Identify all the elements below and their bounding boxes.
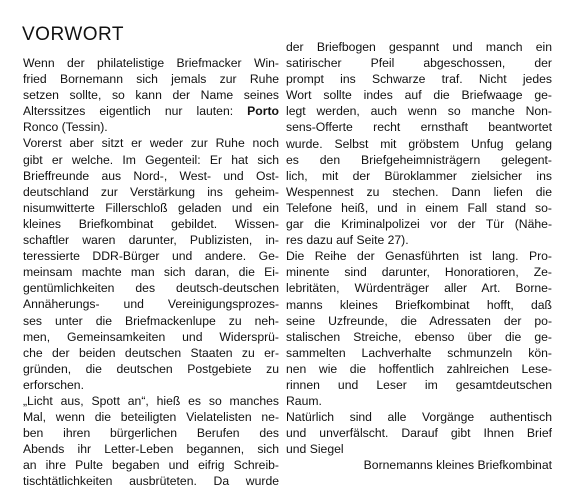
text-line: minente sind darunter, Honoratioren, Ze-: [286, 265, 552, 280]
text-line: und Siegel: [286, 442, 344, 457]
text-line: und unverfälscht. Darauf gibt Ihnen Brief: [286, 426, 552, 441]
text-line: Vorerst aber sitzt er weder zur Ruhe noch: [23, 136, 279, 151]
text-line: setzen sollte, so kann der Name seines: [23, 88, 279, 103]
porto-word: Porto: [247, 104, 279, 119]
text-line: gentümlichkeiten des deutsch-deutschen: [23, 281, 279, 296]
text-line: lich, mit der Büroklammer zielsicher ins: [286, 168, 552, 183]
text-line: wurde. Selbst mit gröbstem Unfug gelang: [286, 136, 552, 151]
text-line: Wort sollte indes auf die Briefwaage ge-: [286, 88, 552, 103]
text-line: nen wie die hoffentlich zahlreichen Lese-: [286, 361, 552, 376]
text-line: gründen, die deutschen Postgebiete zu: [23, 361, 279, 376]
text-line: der Briefbogen gespannt und manch ein: [286, 40, 552, 54]
text-line: Mal, wenn die beteiligten Vielatelisten ne-: [23, 410, 279, 425]
text-line: legt werden, auch wenn so manche Non-: [286, 104, 552, 119]
text-line: schaftler waren darunter, Publizisten, in-: [23, 233, 279, 248]
text-line-porto: [23, 103, 279, 119]
text-line: prompt ins Schwarze traf. Nicht jedes: [286, 72, 552, 87]
text-line: es den Briefgeheimnisträgern gelegent-: [286, 152, 552, 167]
text-line: teressierte DDR-Bürger und andere. Ge-: [23, 249, 279, 264]
text-line: Ronco (Tessin).: [23, 120, 108, 135]
text-line: Brieffreunde aus Nord-, West- und Ost-: [23, 168, 279, 183]
text-line: tischtätlichkeiten ausbrüteten. Da wurde: [23, 474, 279, 489]
text-line: Abends ihr Letter-Leben begannen, sich: [23, 442, 279, 457]
text-line: sammelten Lachverhalte schmunzeln kön-: [286, 345, 552, 360]
text-line: Wenn der philatelistige Briefmacker Win-: [23, 56, 279, 70]
text-line: ben ihren bürgerlichen Berufen des: [23, 426, 279, 441]
text-line: Annäherungs- und Vereinigungsprozes-: [23, 297, 279, 312]
text-line: erforschen.: [23, 377, 84, 392]
text-line: Telefone heiß, und in einem Fall stand so-: [286, 200, 552, 215]
text-line: Raum.: [286, 394, 322, 409]
text-line: fried Bornemann sich jemals zur Ruhe: [23, 72, 279, 87]
text-line: Alterssitzes eigentlich nur lauten:: [23, 104, 234, 119]
text-line: Wespennest zu stechen. Dann liefen die: [286, 184, 552, 199]
text-line: seine Uzfreunde, die Adressaten der po-: [286, 313, 552, 328]
text-line: che der beiden deutschen Staaten zu er-: [23, 345, 279, 360]
text-line: gar die Kriminalpolizei vor der Tür (Nähe-: [286, 217, 552, 232]
right-text-column: [286, 39, 552, 474]
text-line: sens-Offerte recht ernsthaft beantwortet: [286, 120, 552, 135]
text-line: meinsam machte man sich daran, die Ei-: [23, 265, 279, 280]
text-line: manns kleines Briefkombinat hofft, daß: [286, 297, 552, 312]
text-line: res dazu auf Seite 27).: [286, 233, 409, 248]
text-line: kleines Briefkombinat gebildet. Wissen-: [23, 216, 279, 231]
page-title: VORWORT: [22, 24, 125, 45]
text-line: Die Reihe der Genasführten ist lang. Pro-: [286, 249, 552, 264]
text-line: „Licht aus, Spott an“, hieß es so manches: [23, 393, 279, 408]
text-line: men, Gemeinsamkeiten und Widersprü-: [23, 329, 279, 344]
text-line: satirischer Pfeil abgeschossen, der: [286, 56, 552, 71]
text-line: ses unter die Briefmackenlupe zu neh-: [23, 313, 279, 328]
text-line: nisumwitterte Fillerschloß geladen und ein: [23, 200, 279, 215]
text-line: stalischen Streiche, ebenso über die ge-: [286, 329, 552, 344]
text-line: rinnen und Leser im gesamtdeutschen: [286, 377, 552, 392]
text-line: Natürlich sind alle Vorgänge authentisch: [286, 410, 552, 425]
text-line: an ihre Pulte begaben und eifrig Schreib-: [23, 458, 279, 473]
text-line: deutschland zur Verstärkung ins geheim-: [23, 184, 279, 199]
left-text-column: [23, 55, 279, 490]
text-line: lebritäten, Würdenträger aller Art. Borne-: [286, 281, 552, 296]
signature: Bornemanns kleines Briefkombinat: [363, 458, 552, 473]
text-line: gibt er welche. Im Gegenteil: Er hat sich: [23, 152, 279, 167]
